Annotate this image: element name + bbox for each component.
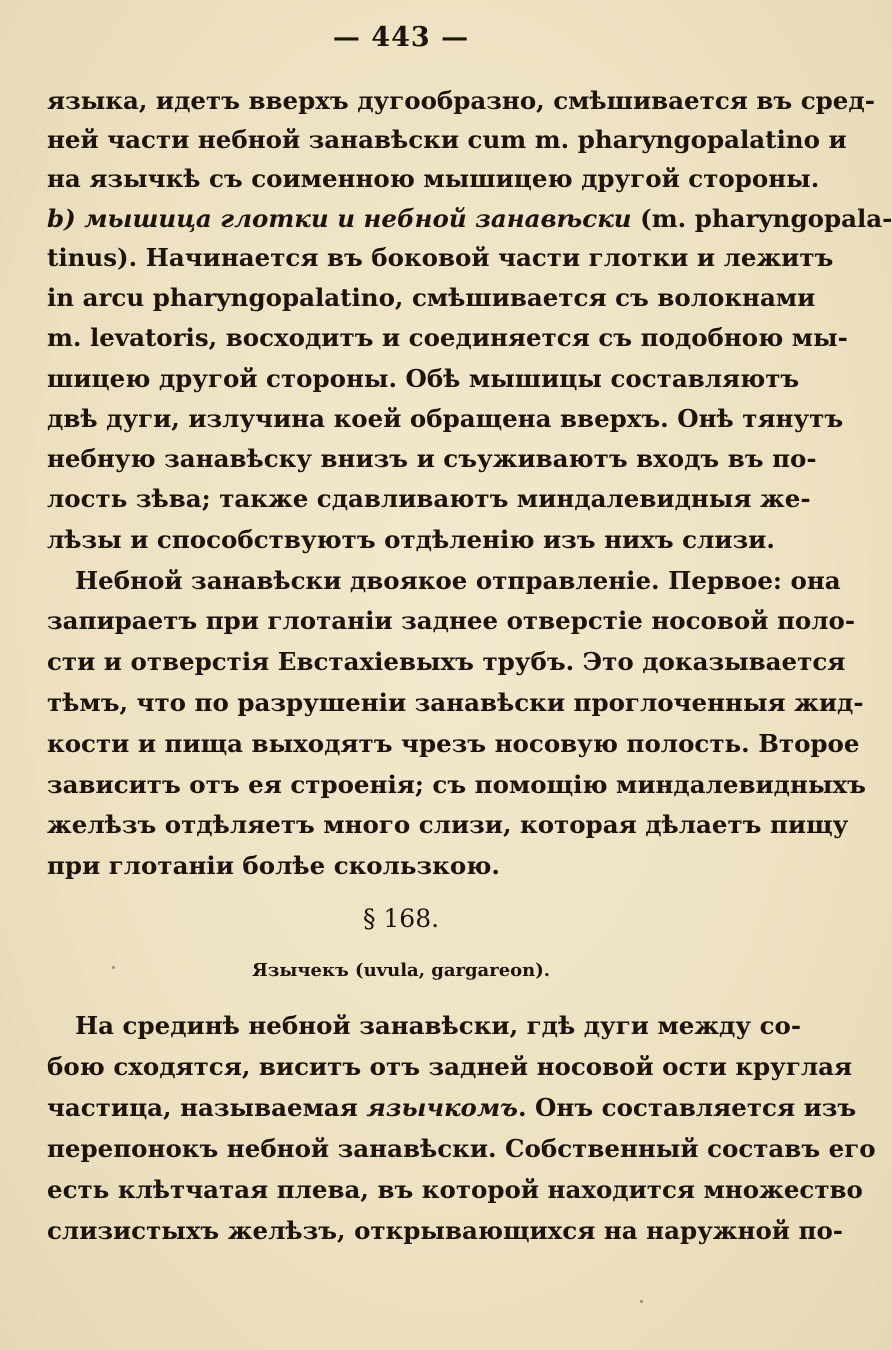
paper-speck <box>112 966 115 969</box>
text-line: бою сходятся, виситъ отъ задней носовой ости круглая <box>47 1052 853 1081</box>
text-span: частица, называемая <box>47 1093 367 1122</box>
text-line: есть клѣтчатая плева, въ которой находится множество <box>47 1175 863 1204</box>
text-span: (m. pharyngopala- <box>631 204 892 233</box>
text-line: языка, идетъ вверхъ дугообразно, смѣшивается въ сред- <box>47 86 875 115</box>
text-line: перепонокъ небной занавѣски. Собственный составъ его <box>47 1134 876 1163</box>
section-number: § 168. <box>362 904 440 933</box>
text-span: . Онъ составляется изъ <box>518 1093 857 1122</box>
text-line: зависитъ отъ ея строенія; съ помощію миндалевидныхъ <box>47 770 866 799</box>
paper-speck <box>640 1300 643 1303</box>
text-line: небную занавѣску внизъ и съуживаютъ входъ въ по- <box>47 444 817 473</box>
section-title: Язычекъ (uvula, gargareon). <box>251 960 551 981</box>
text-line: тѣмъ, что по разрушеніи занавѣски проглоченныя жид- <box>47 688 864 717</box>
italic-heading: b) мышица глотки и небной занавѣски <box>47 204 632 233</box>
text-line: Небной занавѣски двоякое отправленіе. Первое: она <box>75 566 841 595</box>
text-line: на язычкѣ съ соименною мышицею другой стороны. <box>47 164 820 193</box>
text-line <box>47 1093 857 1123</box>
text-line: шицею другой стороны. Обѣ мышицы составляютъ <box>47 364 800 393</box>
text-line: кости и пища выходятъ чрезъ носовую полость. Второе <box>47 729 860 758</box>
text-line: при глотаніи болѣе скользкою. <box>47 851 500 880</box>
text-line: двѣ дуги, излучина коей обращена вверхъ. Онѣ тянутъ <box>47 404 844 433</box>
text-line: желѣзъ отдѣляетъ много слизи, которая дѣлаетъ пищу <box>47 810 849 839</box>
text-line: На срединѣ небной занавѣски, гдѣ дуги между со- <box>75 1011 802 1040</box>
text-line: tinus). Начинается въ боковой части глотки и лежитъ <box>47 243 834 272</box>
text-line: лѣзы и способствуютъ отдѣленію изъ нихъ слизи. <box>47 525 775 554</box>
text-line: m. levatoris, восходитъ и соединяется съ подобною мы- <box>47 323 848 352</box>
page-number: — 443 — <box>332 22 470 53</box>
italic-term: язычкомъ <box>366 1093 518 1122</box>
text-line: in arcu pharyngopalatino, смѣшивается съ волокнами <box>47 283 816 312</box>
text-line: запираетъ при глотаніи заднее отверстіе носовой поло- <box>47 606 856 635</box>
text-line: слизистыхъ желѣзъ, открывающихся на наружной по- <box>47 1216 843 1245</box>
text-line: ней части небной занавѣски cum m. pharyngopalatino и <box>47 125 847 154</box>
text-line: лость зѣва; также сдавливаютъ миндалевидныя же- <box>47 484 811 513</box>
text-line: сти и отверстія Евстахіевыхъ трубъ. Это доказывается <box>47 647 846 676</box>
text-line <box>47 204 892 234</box>
